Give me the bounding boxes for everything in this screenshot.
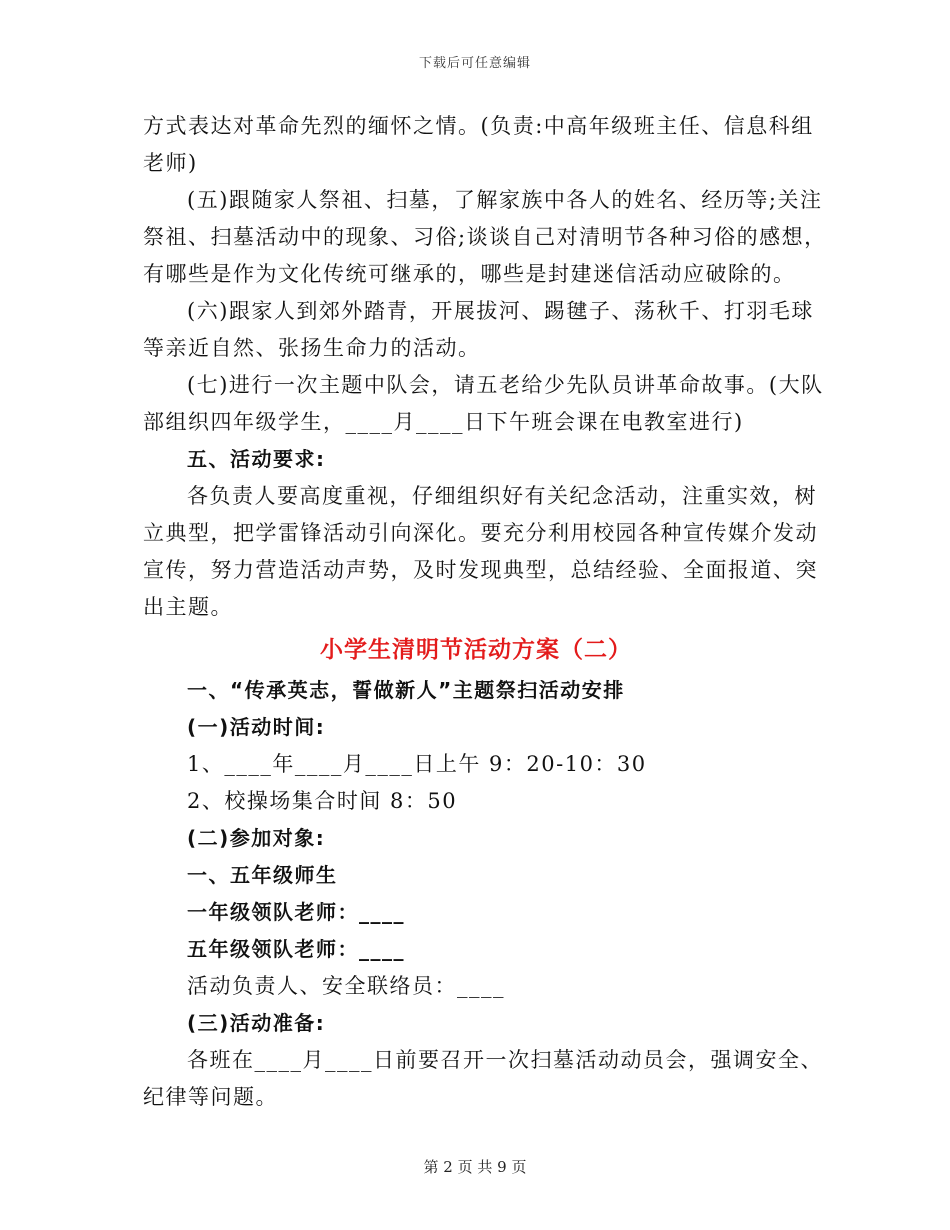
document-title: 小学生清明节活动方案（二） <box>320 637 632 663</box>
time-heading: (一)活动时间: <box>187 715 326 739</box>
participants-heading: (二)参加对象: <box>187 826 326 850</box>
section-5-line: 出主题。 <box>143 595 233 619</box>
part-1-heading: 一、“传承英志，誓做新人”主题祭扫活动安排 <box>187 678 625 702</box>
prep-line: 各班在____月____日前要召开一次扫墓活动动员会，强调安全、 <box>187 1048 823 1072</box>
participants-group: 一、五年级师生 <box>187 863 338 887</box>
time-item-2: 2、校操场集合时间 8：50 <box>187 789 458 813</box>
safety-contact: 活动负责人、安全联络员：____ <box>187 974 505 998</box>
item-5-line: 祭祖、扫墓活动中的现象、习俗;谈谈自己对清明节各种习俗的感想， <box>143 225 827 249</box>
page-number: 第 2 页 共 9 页 <box>423 1158 527 1176</box>
grade-5-leader: 五年级领队老师：____ <box>187 937 405 961</box>
item-7-line: 部组织四年级学生，____月____日下午班会课在电教室进行) <box>143 410 744 434</box>
section-5-line: 宣传，努力营造活动声势，及时发现典型，总结经验、全面报道、突 <box>143 558 818 582</box>
section-5-line: 各负责人要高度重视，仔细组织好有关纪念活动，注重实效，树 <box>187 484 817 508</box>
item-6-line: (六)跟家人到郊外踏青，开展拔河、踢毽子、荡秋千、打羽毛球 <box>187 299 814 323</box>
prep-heading: (三)活动准备: <box>187 1011 326 1035</box>
section-5-heading: 五、活动要求: <box>187 447 326 471</box>
item-7-line: (七)进行一次主题中队会，请五老给少先队员讲革命故事。(大队 <box>187 373 824 397</box>
paragraph-line: 老师) <box>143 151 198 175</box>
time-item-1: 1、____年____月____日上午 9：20-10：30 <box>187 752 647 776</box>
paragraph-line: 方式表达对革命先烈的缅怀之情。(负责:中高年级班主任、信息科组 <box>143 114 814 138</box>
item-6-line: 等亲近自然、张扬生命力的活动。 <box>143 336 481 360</box>
item-5-line: (五)跟随家人祭祖、扫墓，了解家族中各人的姓名、经历等;关注 <box>187 188 823 212</box>
page-header-note: 下载后可任意编辑 <box>418 56 531 71</box>
item-5-line: 有哪些是作为文化传统可继承的，哪些是封建迷信活动应破除的。 <box>143 262 796 286</box>
grade-1-leader: 一年级领队老师：____ <box>187 900 405 924</box>
document-body <box>143 108 827 1116</box>
section-5-line: 立典型，把学雷锋活动引向深化。要充分利用校园各种宣传媒介发动 <box>143 521 818 545</box>
prep-line: 纪律等问题。 <box>143 1085 278 1109</box>
